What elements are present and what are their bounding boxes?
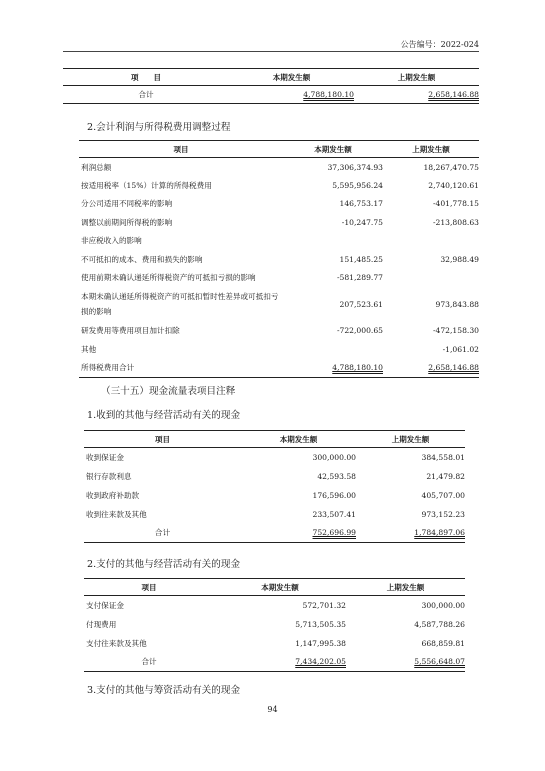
table-row: 研发费用等费用项目加计扣除 -722,000.65 -472,158.30: [81, 326, 479, 335]
income-tax-summary-table: [63, 68, 479, 104]
page-number: 94: [267, 705, 278, 714]
table-row: 本期未确认递延所得税资产的可抵扣暂时性差异或可抵扣亏损的影响 207,523.61 973,843.88: [81, 292, 479, 316]
total-previous: 2,658,146.88: [428, 90, 479, 99]
col-header-current: 本期发生额: [229, 69, 354, 86]
table-row: 合计 7,434,202.05 5,556,648.07: [84, 653, 465, 672]
section-title-35: （三十五）现金流量表项目注释: [101, 386, 236, 397]
table-row: 不可抵扣的成本、费用和损失的影响 151,485.25 32,988.49: [81, 254, 479, 264]
col-header-item: 项目: [79, 141, 283, 158]
table-row: 使用前期未确认递延所得税资产的可抵扣亏损的影响 -581,289.77: [81, 273, 383, 283]
table-row: 收到政府补助款 176,596.00 405,707.00: [86, 490, 465, 500]
table-row: 调整以前期间所得税的影响 -10,247.75 -213,808.63: [81, 217, 479, 227]
table-row: 支付往来款及其他 1,147,995.38 668,859.81: [86, 638, 465, 648]
announcement-code: 公告编号：2022-024: [400, 40, 479, 49]
col-header-previous: 上期发生额: [346, 579, 465, 596]
col-header-item: 项目: [84, 579, 214, 596]
col-header-previous: 上期发生额: [356, 431, 465, 448]
table-row: 所得税费用合计 4,788,180.10 2,658,146.88: [79, 359, 479, 378]
table-row: 银行存款利息 42,593.58 21,479.82: [86, 471, 465, 481]
col-header-current: 本期发生额: [283, 141, 383, 158]
table-row: 支付保证金 572,701.32 300,000.00: [86, 600, 465, 610]
section-title-35-1: 1.收到的其他与经营活动有关的现金: [87, 410, 241, 421]
col-header-previous: 上期发生额: [354, 69, 479, 86]
col-header-previous: 上期发生额: [383, 141, 479, 158]
table-row: 分公司适用不同税率的影响 146,753.17 -401,778.15: [81, 199, 479, 209]
header-divider: [63, 51, 479, 52]
paid-operating-cash-table: [84, 578, 465, 672]
col-header-current: 本期发生额: [214, 579, 346, 596]
section-title-35-3: 3.支付的其他与筹资活动有关的现金: [87, 685, 241, 696]
table-row: 收到保证金 300,000.00 384,558.01: [86, 452, 465, 462]
table-row: [63, 86, 479, 104]
received-operating-cash-table: [84, 430, 465, 543]
section-title-35-2: 2.支付的其他与经营活动有关的现金: [87, 559, 241, 570]
col-header-item: 项 目: [63, 69, 229, 86]
table-row: 其他 -1,061.02: [81, 344, 479, 354]
table-row: 收到往来款及其他 233,507.41 973,152.23: [86, 509, 465, 519]
table-row: 非应税收入的影响: [81, 236, 142, 246]
col-header-current: 本期发生额: [241, 431, 356, 448]
col-header-item: 项目: [84, 431, 241, 448]
table-row: 付现费用 5,713,505.35 4,587,788.26: [86, 619, 465, 629]
table-row: 合计 752,696.99 1,784,897.06: [84, 524, 465, 543]
table-row: 按适用税率（15%）计算的所得税费用 5,595,956.24 2,740,120.61: [81, 180, 479, 190]
section-title-2: 2.会计利润与所得税费用调整过程: [87, 122, 231, 133]
table-row: 利润总额 37,306,374.93 18,267,470.75: [81, 162, 479, 172]
total-current: 4,788,180.10: [303, 90, 354, 99]
tax-reconciliation-table: [79, 140, 479, 378]
total-label: 合计: [63, 86, 229, 104]
